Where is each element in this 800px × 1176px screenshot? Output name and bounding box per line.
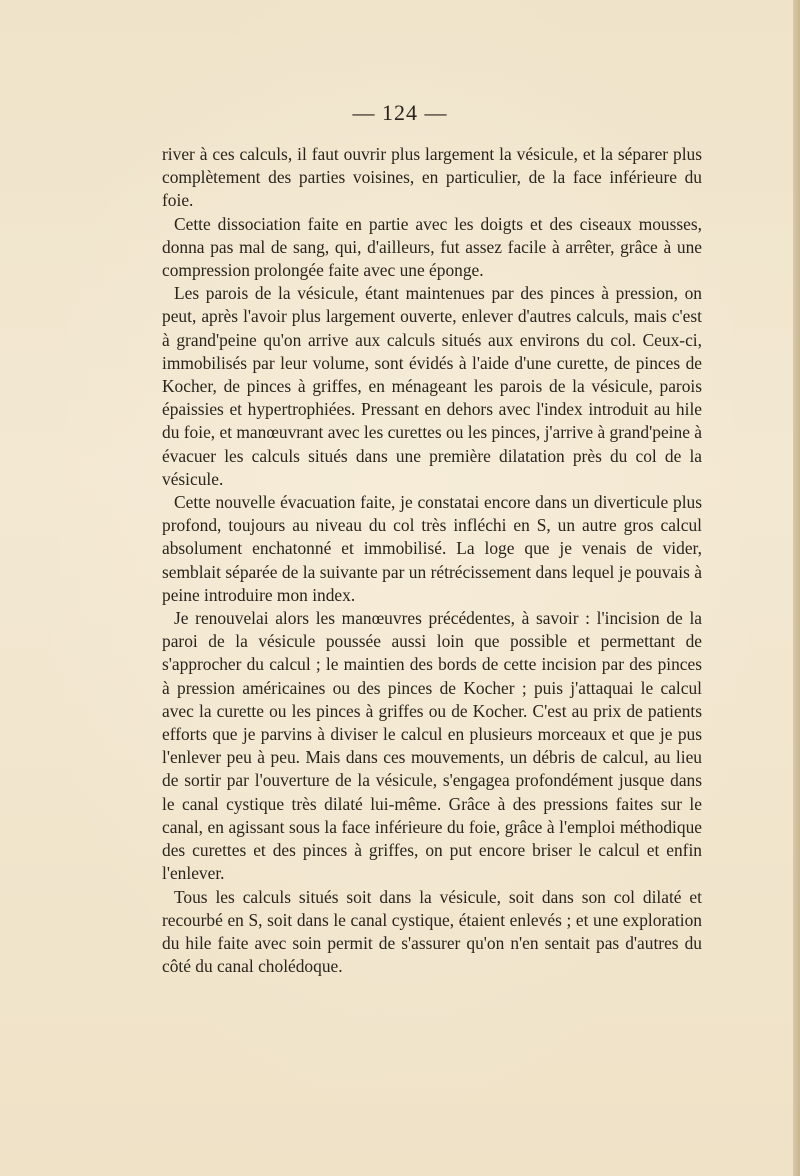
page-edge	[793, 0, 800, 1176]
paragraph: Cette nouvelle évacuation faite, je constatai encore dans un diverticule plus profond, toujours au niveau du col très infléchi en S, un autre gros calcul absolument enchatonné et immobilisé. La loge que je venais de vider, semblait séparée de la suivante par un rétrécissement dans lequel je pouvais à peine introduire mon index.	[162, 492, 702, 605]
body-text	[162, 143, 702, 978]
paragraph-continued: river à ces calculs, il faut ouvrir plus largement la vésicule, et la séparer plus complètement des parties voisines, en particulier, de la face inférieure du foie.	[162, 144, 702, 211]
paragraph: Je renouvelai alors les manœuvres précédentes, à savoir : l'incision de la paroi de la vésicule poussée aussi loin que possible et permettant de s'approcher du calcul ; le maintien des bords de cette incision par des pinces à pression américaines ou des pinces de Kocher ; puis j'attaquai le calcul avec la curette ou les pinces à griffes ou de Kocher. C'est au prix de patients efforts que je parvins à diviser le calcul en plusieurs morceaux et que je pus l'enlever peu à peu. Mais dans ces mouvements, un débris de calcul, au lieu de sortir par l'ouverture de la vésicule, s'engagea profondément jusque dans le canal cystique très dilaté lui-même. Grâce à des pressions faites sur le canal, en agissant sous la face inférieure du foie, grâce à l'emploi méthodique des curettes et des pinces à griffes, on put encore briser le calcul et enfin l'enlever.	[162, 608, 702, 884]
page-number: — 124 —	[352, 100, 448, 125]
paragraph: Cette dissociation faite en partie avec les doigts et des ciseaux mousses, donna pas mal de sang, qui, d'ailleurs, fut assez facile à arrêter, grâce à une compression prolongée faite avec une éponge.	[162, 213, 702, 281]
paragraph: Tous les calculs situés soit dans la vésicule, soit dans son col dilaté et recourbé en S, soit dans le canal cystique, étaient enlevés ; et une exploration du hile faite avec soin permit de s'assurer qu'on n'en sentait pas d'autres du côté du canal cholédoque.	[162, 886, 702, 977]
paragraph: Les parois de la vésicule, étant maintenues par des pinces à pression, on peut, après l'avoir plus largement ouverte, enlever d'autres calculs, mais c'est à grand'peine qu'on arrive aux calculs situés aux environs du col. Ceux-ci, immobilisés par leur volume, sont évidés à l'aide d'une curette, de pinces de Kocher, de pinces à griffes, en ménageant les parois de la vésicule, parois épaissies et hypertrophiées. Pressant en dehors avec l'index introduit au hile du foie, et manœuvrant avec les curettes ou les pinces, j'arrive à grand'peine à évacuer les calculs situés dans une première dilatation près du col de la vésicule.	[162, 283, 702, 489]
